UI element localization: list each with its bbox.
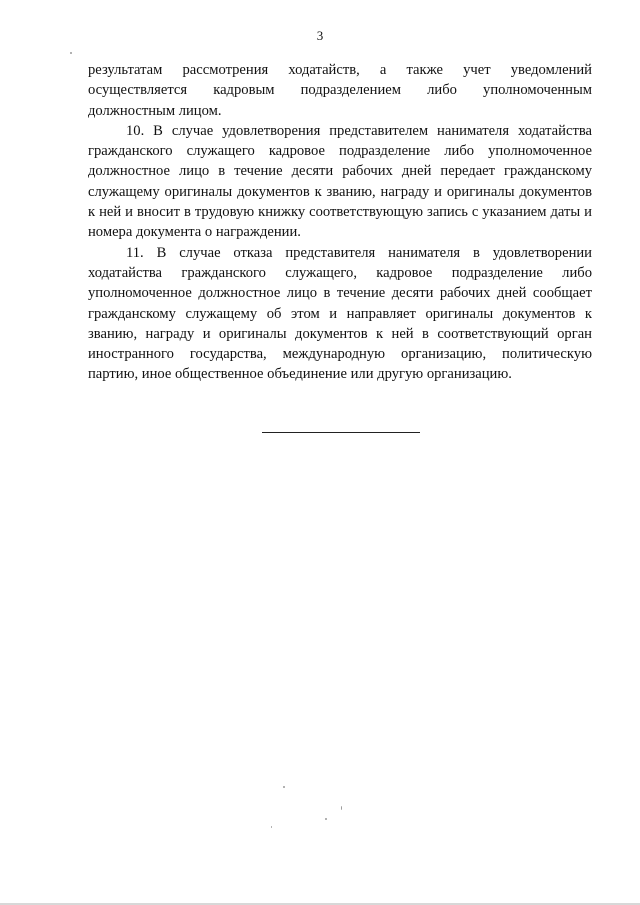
page-number: 3: [316, 28, 324, 43]
end-separator-line: [262, 432, 420, 433]
scan-speck: [70, 52, 72, 54]
scan-speck: [283, 786, 285, 788]
paragraph-item-10: 10. В случае удовлетворения представителем нанимателя ходатайства гражданского служащего кадровое подразделение либо уполномоченное должностное лицо в течение десяти рабочих дней передает гражданскому служащему оригиналы документов к званию, награду и оригиналы документов к ней и вносит в трудовую книжку соответствующую запись с указанием даты и номера документа о награждении.: [88, 122, 592, 241]
scan-speck: [271, 826, 272, 828]
document-body: [88, 60, 592, 385]
paragraph-continuation: результатам рассмотрения ходатайств, а также учет уведомлений осуществляется кадровым подразделением либо уполномоченным должностным лицом.: [88, 62, 592, 119]
scan-speck: [341, 806, 342, 810]
paragraph-item-11: 11. В случае отказа представителя нанимателя в удовлетворении ходатайства гражданского служащего, кадровое подразделение либо уполномоченное должностное лицо в течение десяти рабочих дней сообщает гражданскому служащему об этом и направляет оригиналы документов к званию, награду и оригиналы документов к ней в соответствующий орган иностранного государства, международную организацию, политическую партию, иное общественное объединение или другую организацию.: [88, 244, 592, 383]
scan-speck: [325, 818, 327, 820]
